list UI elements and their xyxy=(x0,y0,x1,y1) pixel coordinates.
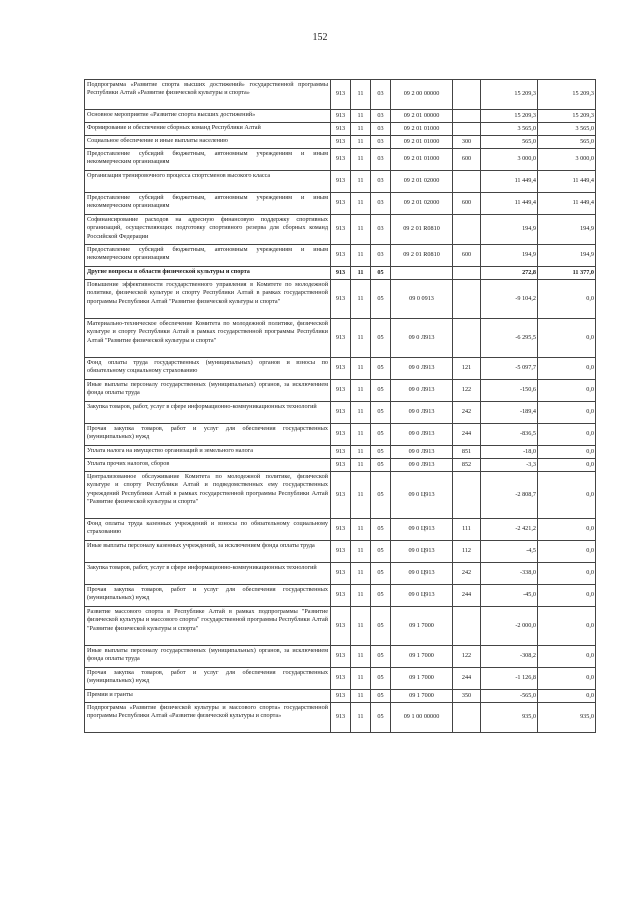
amount-total-cell: 15 209,3 xyxy=(538,80,596,110)
amount-total-cell: 0,0 xyxy=(538,519,596,541)
amount-change-cell: -45,0 xyxy=(481,585,538,607)
subsection-code-cell: 05 xyxy=(371,646,391,668)
expense-type-code-cell: 111 xyxy=(453,519,481,541)
amount-total-cell: 0,0 xyxy=(538,319,596,358)
target-item-code-cell: 09 2 01 02000 xyxy=(391,193,453,215)
admin-code-cell: 913 xyxy=(331,519,351,541)
section-code-cell: 11 xyxy=(351,668,371,690)
expense-type-code-cell xyxy=(453,123,481,136)
section-code-cell: 11 xyxy=(351,690,371,703)
expense-type-code-cell xyxy=(453,267,481,280)
target-item-code-cell: 09 0 Л913 xyxy=(391,424,453,446)
admin-code-cell: 913 xyxy=(331,472,351,519)
amount-total-cell: 0,0 xyxy=(538,402,596,424)
admin-code-cell: 913 xyxy=(331,446,351,459)
amount-total-cell: 0,0 xyxy=(538,459,596,472)
amount-change-cell: -5 097,7 xyxy=(481,358,538,380)
section-code-cell: 11 xyxy=(351,424,371,446)
target-item-code-cell: 09 2 01 00000 xyxy=(391,110,453,123)
section-code-cell: 11 xyxy=(351,193,371,215)
admin-code-cell: 913 xyxy=(331,402,351,424)
admin-code-cell: 913 xyxy=(331,215,351,245)
subsection-code-cell: 05 xyxy=(371,319,391,358)
table-row xyxy=(85,80,596,110)
amount-total-cell: 935,0 xyxy=(538,703,596,733)
section-code-cell: 11 xyxy=(351,585,371,607)
expense-name-cell: Основное мероприятие «Развитие спорта высших достижений» xyxy=(85,110,331,123)
expense-name-cell: Иные выплаты персоналу государственных (муниципальных) органов, за исключением фонда оплаты труда xyxy=(85,380,331,402)
subsection-code-cell: 03 xyxy=(371,110,391,123)
subsection-code-cell: 03 xyxy=(371,123,391,136)
amount-total-cell: 194,9 xyxy=(538,245,596,267)
table-row xyxy=(85,123,596,136)
admin-code-cell: 913 xyxy=(331,280,351,319)
amount-change-cell: 194,9 xyxy=(481,245,538,267)
admin-code-cell: 913 xyxy=(331,80,351,110)
target-item-code-cell: 09 2 01 R0810 xyxy=(391,215,453,245)
expense-type-code-cell: 600 xyxy=(453,149,481,171)
subsection-code-cell: 05 xyxy=(371,446,391,459)
expense-type-code-cell xyxy=(453,280,481,319)
section-code-cell: 11 xyxy=(351,123,371,136)
subsection-code-cell: 05 xyxy=(371,267,391,280)
target-item-code-cell: 09 1 7000 xyxy=(391,646,453,668)
amount-change-cell: -2 421,2 xyxy=(481,519,538,541)
section-code-cell: 11 xyxy=(351,607,371,646)
section-code-cell: 11 xyxy=(351,215,371,245)
subsection-code-cell: 03 xyxy=(371,171,391,193)
expense-type-code-cell xyxy=(453,319,481,358)
subsection-code-cell: 03 xyxy=(371,149,391,171)
target-item-code-cell: 09 2 01 01000 xyxy=(391,136,453,149)
expense-type-code-cell: 122 xyxy=(453,646,481,668)
amount-change-cell: -565,0 xyxy=(481,690,538,703)
table-row xyxy=(85,424,596,446)
table-row xyxy=(85,668,596,690)
table-row xyxy=(85,193,596,215)
table-row xyxy=(85,690,596,703)
table-row xyxy=(85,703,596,733)
admin-code-cell: 913 xyxy=(331,585,351,607)
amount-total-cell: 0,0 xyxy=(538,646,596,668)
amount-change-cell: 3 565,0 xyxy=(481,123,538,136)
subsection-code-cell: 05 xyxy=(371,519,391,541)
expense-name-cell: Фонд оплаты труда казенных учреждений и взносы по обязательному социальному страхованию xyxy=(85,519,331,541)
amount-total-cell: 0,0 xyxy=(538,358,596,380)
expense-name-cell: Уплата прочих налогов, сборов xyxy=(85,459,331,472)
expense-name-cell: Другие вопросы в области физической культуры и спорта xyxy=(85,267,331,280)
target-item-code-cell: 09 0 Ц913 xyxy=(391,541,453,563)
expense-type-code-cell xyxy=(453,703,481,733)
section-code-cell: 11 xyxy=(351,136,371,149)
table-row xyxy=(85,472,596,519)
expense-type-code-cell: 852 xyxy=(453,459,481,472)
expense-type-code-cell xyxy=(453,607,481,646)
expense-type-code-cell xyxy=(453,171,481,193)
target-item-code-cell: 09 0 Л913 xyxy=(391,402,453,424)
subsection-code-cell: 05 xyxy=(371,563,391,585)
table-row xyxy=(85,607,596,646)
expense-name-cell: Прочая закупка товаров, работ и услуг для обеспечения государственных (муниципальных) нужд xyxy=(85,424,331,446)
expense-type-code-cell: 244 xyxy=(453,668,481,690)
expense-type-code-cell xyxy=(453,80,481,110)
expense-name-cell: Прочая закупка товаров, работ и услуг для обеспечения государственных (муниципальных) нужд xyxy=(85,585,331,607)
subsection-code-cell: 05 xyxy=(371,585,391,607)
amount-change-cell: 15 209,3 xyxy=(481,80,538,110)
subsection-code-cell: 05 xyxy=(371,668,391,690)
section-code-cell: 11 xyxy=(351,563,371,585)
admin-code-cell: 913 xyxy=(331,607,351,646)
section-code-cell: 11 xyxy=(351,149,371,171)
table-row xyxy=(85,319,596,358)
expense-type-code-cell: 122 xyxy=(453,380,481,402)
admin-code-cell: 913 xyxy=(331,110,351,123)
amount-change-cell: 935,0 xyxy=(481,703,538,733)
amount-total-cell: 565,0 xyxy=(538,136,596,149)
subsection-code-cell: 05 xyxy=(371,380,391,402)
expense-name-cell: Софинансирование расходов на адресную финансовую поддержку спортивных организаций, осуществляющих подготовку спортивного резерва для сборных команд Российской Федерации xyxy=(85,215,331,245)
section-code-cell: 11 xyxy=(351,319,371,358)
amount-change-cell: 3 000,0 xyxy=(481,149,538,171)
expense-name-cell: Предоставление субсидий бюджетным, автономным учреждениям и иным некоммерческим организациям xyxy=(85,149,331,171)
section-code-cell: 11 xyxy=(351,541,371,563)
page-number: 152 xyxy=(312,32,328,43)
amount-total-cell: 194,9 xyxy=(538,215,596,245)
admin-code-cell: 913 xyxy=(331,245,351,267)
table-row xyxy=(85,171,596,193)
table-row xyxy=(85,646,596,668)
admin-code-cell: 913 xyxy=(331,358,351,380)
target-item-code-cell: 09 2 01 01000 xyxy=(391,149,453,171)
section-code-cell: 11 xyxy=(351,280,371,319)
target-item-code-cell: 09 0 0913 xyxy=(391,280,453,319)
admin-code-cell: 913 xyxy=(331,193,351,215)
target-item-code-cell: 09 0 Л913 xyxy=(391,459,453,472)
expense-name-cell: Подпрограмма «Развитие физической культуры и массового спорта» государственной программы Республики Алтай «Развитие физической культуры и спорта» xyxy=(85,703,331,733)
expense-name-cell: Централизованное обслуживание Комитета по молодежной политике, физической культуре и спорту Республики Алтай и подведомственных ему государственных учреждений Республики Алтай в рамках государственной программы Республики Алтай "Развитие физической культуры и спорта" xyxy=(85,472,331,519)
amount-change-cell: -4,5 xyxy=(481,541,538,563)
amount-change-cell: 11 449,4 xyxy=(481,193,538,215)
amount-total-cell: 11 449,4 xyxy=(538,193,596,215)
admin-code-cell: 913 xyxy=(331,563,351,585)
amount-change-cell: -150,6 xyxy=(481,380,538,402)
amount-change-cell: -2 808,7 xyxy=(481,472,538,519)
admin-code-cell: 913 xyxy=(331,123,351,136)
amount-total-cell: 0,0 xyxy=(538,472,596,519)
expense-type-code-cell xyxy=(453,215,481,245)
section-code-cell: 11 xyxy=(351,402,371,424)
target-item-code-cell: 09 0 Ц913 xyxy=(391,472,453,519)
table-row xyxy=(85,280,596,319)
subsection-code-cell: 05 xyxy=(371,690,391,703)
amount-total-cell: 0,0 xyxy=(538,380,596,402)
target-item-code-cell: 09 0 Ц913 xyxy=(391,585,453,607)
section-code-cell: 11 xyxy=(351,472,371,519)
admin-code-cell: 913 xyxy=(331,171,351,193)
expense-type-code-cell: 121 xyxy=(453,358,481,380)
expense-type-code-cell: 112 xyxy=(453,541,481,563)
admin-code-cell: 913 xyxy=(331,459,351,472)
admin-code-cell: 913 xyxy=(331,149,351,171)
table-row xyxy=(85,563,596,585)
admin-code-cell: 913 xyxy=(331,703,351,733)
expense-name-cell: Организация тренировочного процесса спортсменов высокого класса xyxy=(85,171,331,193)
expense-name-cell: Социальное обеспечение и иные выплаты населению xyxy=(85,136,331,149)
table-row xyxy=(85,136,596,149)
amount-change-cell: 15 209,3 xyxy=(481,110,538,123)
amount-change-cell: -18,0 xyxy=(481,446,538,459)
amount-total-cell: 15 209,3 xyxy=(538,110,596,123)
target-item-code-cell: 09 0 Ц913 xyxy=(391,563,453,585)
expense-name-cell: Прочая закупка товаров, работ и услуг для обеспечения государственных (муниципальных) нужд xyxy=(85,668,331,690)
subsection-code-cell: 03 xyxy=(371,193,391,215)
amount-change-cell: 565,0 xyxy=(481,136,538,149)
amount-total-cell: 0,0 xyxy=(538,424,596,446)
expense-name-cell: Подпрограмма «Развитие спорта высших достижений» государственной программы Республики Алтай «Развитие физической культуры и спорта» xyxy=(85,80,331,110)
table-row xyxy=(85,519,596,541)
subsection-code-cell: 03 xyxy=(371,245,391,267)
amount-change-cell: -9 104,2 xyxy=(481,280,538,319)
section-code-cell: 11 xyxy=(351,245,371,267)
admin-code-cell: 913 xyxy=(331,380,351,402)
amount-change-cell: -836,5 xyxy=(481,424,538,446)
target-item-code-cell xyxy=(391,267,453,280)
table-row xyxy=(85,215,596,245)
section-code-cell: 11 xyxy=(351,267,371,280)
amount-total-cell: 0,0 xyxy=(538,541,596,563)
amount-total-cell: 3 565,0 xyxy=(538,123,596,136)
admin-code-cell: 913 xyxy=(331,690,351,703)
expense-name-cell: Закупка товаров, работ, услуг в сфере информационно-коммуникационных технологий xyxy=(85,402,331,424)
section-code-cell: 11 xyxy=(351,459,371,472)
amount-total-cell: 0,0 xyxy=(538,280,596,319)
table-row xyxy=(85,585,596,607)
expense-name-cell: Развитие массового спорта в Республике Алтай в рамках подпрограммы "Развитие физической культуры и массового спорта" государственной программы Республики Алтай "Развитие физической культуры и спорта" xyxy=(85,607,331,646)
amount-change-cell: -338,0 xyxy=(481,563,538,585)
expense-name-cell: Повышение эффективности государственного управления в Комитете по молодежной политике, физической культуре и спорту Республики Алтай в рамках государственной программы Республики Алтай "Развитие физической культуры и спорта" xyxy=(85,280,331,319)
amount-total-cell: 11 449,4 xyxy=(538,171,596,193)
target-item-code-cell: 09 2 00 00000 xyxy=(391,80,453,110)
section-code-cell: 11 xyxy=(351,646,371,668)
subsection-code-cell: 05 xyxy=(371,472,391,519)
admin-code-cell: 913 xyxy=(331,319,351,358)
target-item-code-cell: 09 2 01 01000 xyxy=(391,123,453,136)
expense-type-code-cell xyxy=(453,472,481,519)
amount-change-cell: -2 000,0 xyxy=(481,607,538,646)
table-row xyxy=(85,402,596,424)
expense-type-code-cell: 600 xyxy=(453,193,481,215)
section-code-cell: 11 xyxy=(351,380,371,402)
expense-name-cell: Формирование и обеспечение сборных команд Республики Алтай xyxy=(85,123,331,136)
subsection-code-cell: 05 xyxy=(371,541,391,563)
expense-name-cell: Материально-техническое обеспечение Комитета по молодежной политике, физической культуре и спорту Республики Алтай в рамках государственной программы Республики Алтай "Развитие физической культуры и спорта" xyxy=(85,319,331,358)
target-item-code-cell: 09 0 Л913 xyxy=(391,319,453,358)
target-item-code-cell: 09 1 00 00000 xyxy=(391,703,453,733)
expense-name-cell: Иные выплаты персоналу государственных (муниципальных) органов, за исключением фонда оплаты труда xyxy=(85,646,331,668)
amount-total-cell: 0,0 xyxy=(538,563,596,585)
target-item-code-cell: 09 1 7000 xyxy=(391,668,453,690)
section-code-cell: 11 xyxy=(351,80,371,110)
target-item-code-cell: 09 0 Л913 xyxy=(391,446,453,459)
amount-change-cell: 194,9 xyxy=(481,215,538,245)
subsection-code-cell: 05 xyxy=(371,607,391,646)
table-row xyxy=(85,267,596,280)
subsection-code-cell: 05 xyxy=(371,402,391,424)
expense-type-code-cell: 851 xyxy=(453,446,481,459)
amount-total-cell: 0,0 xyxy=(538,690,596,703)
amount-total-cell: 0,0 xyxy=(538,446,596,459)
admin-code-cell: 913 xyxy=(331,646,351,668)
amount-total-cell: 0,0 xyxy=(538,668,596,690)
section-code-cell: 11 xyxy=(351,703,371,733)
section-code-cell: 11 xyxy=(351,110,371,123)
target-item-code-cell: 09 0 Л913 xyxy=(391,380,453,402)
section-code-cell: 11 xyxy=(351,358,371,380)
amount-change-cell: -6 295,5 xyxy=(481,319,538,358)
target-item-code-cell: 09 1 7000 xyxy=(391,690,453,703)
admin-code-cell: 913 xyxy=(331,136,351,149)
subsection-code-cell: 05 xyxy=(371,703,391,733)
table-row xyxy=(85,245,596,267)
amount-change-cell: 272,8 xyxy=(481,267,538,280)
amount-total-cell: 0,0 xyxy=(538,607,596,646)
amount-change-cell: -189,4 xyxy=(481,402,538,424)
table-row xyxy=(85,380,596,402)
subsection-code-cell: 03 xyxy=(371,136,391,149)
subsection-code-cell: 05 xyxy=(371,459,391,472)
expense-type-code-cell xyxy=(453,110,481,123)
budget-table-body xyxy=(85,80,596,733)
target-item-code-cell: 09 2 01 R0810 xyxy=(391,245,453,267)
table-row xyxy=(85,110,596,123)
amount-total-cell: 0,0 xyxy=(538,585,596,607)
target-item-code-cell: 09 0 Л913 xyxy=(391,358,453,380)
amount-change-cell: 11 449,4 xyxy=(481,171,538,193)
expense-name-cell: Иные выплаты персоналу казенных учреждений, за исключением фонда оплаты труда xyxy=(85,541,331,563)
expense-type-code-cell: 244 xyxy=(453,424,481,446)
expense-type-code-cell: 242 xyxy=(453,563,481,585)
expense-name-cell: Уплата налога на имущество организаций и земельного налога xyxy=(85,446,331,459)
subsection-code-cell: 03 xyxy=(371,215,391,245)
subsection-code-cell: 05 xyxy=(371,358,391,380)
budget-table xyxy=(84,79,596,733)
expense-name-cell: Предоставление субсидий бюджетным, автономным учреждениям и иным некоммерческим организациям xyxy=(85,245,331,267)
target-item-code-cell: 09 2 01 02000 xyxy=(391,171,453,193)
admin-code-cell: 913 xyxy=(331,668,351,690)
expense-name-cell: Закупка товаров, работ, услуг в сфере информационно-коммуникационных технологий xyxy=(85,563,331,585)
table-row xyxy=(85,459,596,472)
expense-type-code-cell: 242 xyxy=(453,402,481,424)
expense-name-cell: Предоставление субсидий бюджетным, автономным учреждениям и иным некоммерческим организациям xyxy=(85,193,331,215)
amount-change-cell: -1 126,8 xyxy=(481,668,538,690)
admin-code-cell: 913 xyxy=(331,541,351,563)
admin-code-cell: 913 xyxy=(331,267,351,280)
section-code-cell: 11 xyxy=(351,171,371,193)
target-item-code-cell: 09 0 Ц913 xyxy=(391,519,453,541)
amount-change-cell: -308,2 xyxy=(481,646,538,668)
amount-total-cell: 11 377,0 xyxy=(538,267,596,280)
table-row xyxy=(85,358,596,380)
subsection-code-cell: 05 xyxy=(371,424,391,446)
amount-change-cell: -3,3 xyxy=(481,459,538,472)
expense-type-code-cell: 300 xyxy=(453,136,481,149)
expense-type-code-cell: 600 xyxy=(453,245,481,267)
section-code-cell: 11 xyxy=(351,446,371,459)
expense-name-cell: Премии и гранты xyxy=(85,690,331,703)
table-row xyxy=(85,446,596,459)
target-item-code-cell: 09 1 7000 xyxy=(391,607,453,646)
expense-name-cell: Фонд оплаты труда государственных (муниципальных) органов и взносы по обязательному социальному страхованию xyxy=(85,358,331,380)
table-row xyxy=(85,149,596,171)
subsection-code-cell: 05 xyxy=(371,280,391,319)
amount-total-cell: 3 000,0 xyxy=(538,149,596,171)
subsection-code-cell: 03 xyxy=(371,80,391,110)
table-row xyxy=(85,541,596,563)
expense-type-code-cell: 244 xyxy=(453,585,481,607)
admin-code-cell: 913 xyxy=(331,424,351,446)
section-code-cell: 11 xyxy=(351,519,371,541)
expense-type-code-cell: 350 xyxy=(453,690,481,703)
